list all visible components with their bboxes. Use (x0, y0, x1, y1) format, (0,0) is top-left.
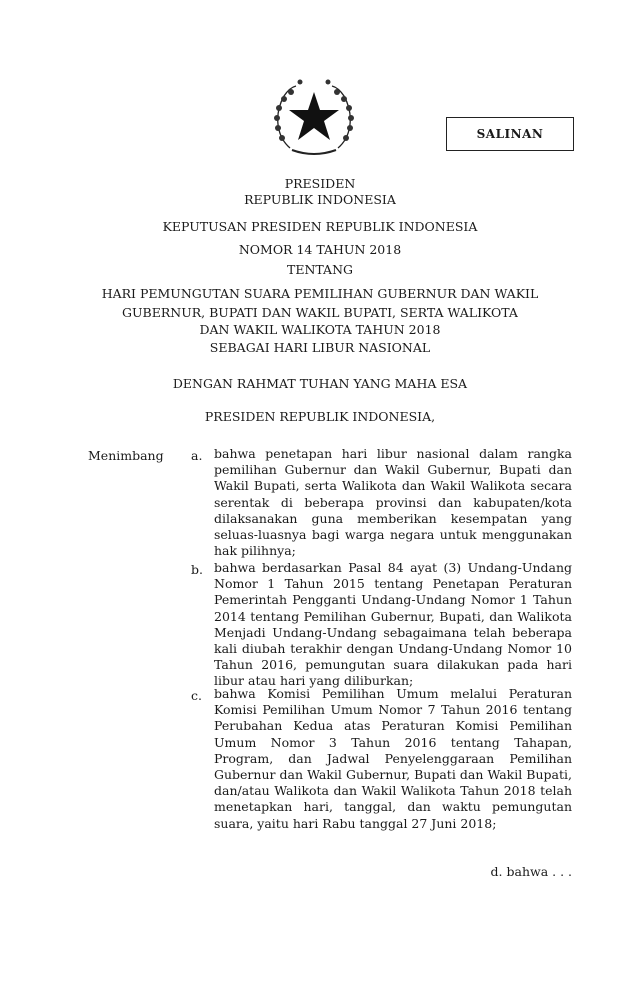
considering-item-c-marker: c. (191, 688, 202, 703)
issuer-line: PRESIDEN REPUBLIK INDONESIA, (204, 409, 436, 424)
decree-subject-line-2: GUBERNUR, BUPATI DAN WAKIL BUPATI, SERTA WALIKOTA (122, 305, 518, 320)
considering-item-c-text: bahwa Komisi Pemilihan Umum melalui Peraturan Komisi Pemilihan Umum Nomor 7 Tahun 2016 tentang Perubahan Kedua atas Peraturan Komisi Pemilihan Umum Nomor 3 Tahun 2016 tentang Tahapan, Program, dan Jadwal Penyelenggaraan Pemilihan Gubernur dan Wakil Gubernur, Bupati dan Wakil Bupati, dan/atau Walikota dan Wakil Walikota Tahun 2018 telah menetapkan hari, tanggal, dan waktu pemungutan suara, yaitu hari Rabu tanggal 27 Juni 2018; (214, 686, 572, 831)
considering-item-b-text: bahwa berdasarkan Pasal 84 ayat (3) Undang-Undang Nomor 1 Tahun 2015 tentang Penetapan Peraturan Pemerintah Pengganti Undang-Undang Nomor 1 Tahun 2014 tentang Pemilihan Gubernur, Bupati, dan Walikota Menjadi Undang-Undang sebagaimana telah beberapa kali diubah terakhir dengan Undang-Undang Nomor 10 Tahun 2016, pemungutan suara dilakukan pada hari libur atau hari yang diliburkan; (214, 560, 572, 689)
decree-number: NOMOR 14 TAHUN 2018 (238, 242, 402, 257)
page-continuation: d. bahwa . . . (490, 864, 572, 879)
garuda-star-emblem-icon (270, 78, 358, 158)
considering-item-a-marker: a. (191, 448, 203, 463)
decree-subject-line-1: HARI PEMUNGUTAN SUARA PEMILIHAN GUBERNUR DAN WAKIL (101, 286, 539, 301)
considering-label: Menimbang (88, 448, 164, 463)
decree-subject-line-4: SEBAGAI HARI LIBUR NASIONAL (209, 340, 431, 355)
copy-stamp-label: SALINAN (476, 127, 544, 141)
decree-about: TENTANG (286, 262, 353, 277)
considering-item-b-marker: b. (191, 562, 203, 577)
header-republic: REPUBLIK INDONESIA (244, 192, 396, 207)
considering-item-a-text: bahwa penetapan hari libur nasional dalam rangka pemilihan Gubernur dan Wakil Gubernur, Bupati dan Wakil Bupati, serta Walikota dan Wakil Walikota secara serentak di beberapa provinsi dan kabupaten/kota dilaksanakan guna memberikan kesempatan yang seluas-luasnya bagi warga negara untuk menggunakan hak pilihnya; (214, 446, 572, 559)
copy-stamp-box (446, 117, 574, 151)
header-president: PRESIDEN (284, 176, 356, 191)
blessing-line: DENGAN RAHMAT TUHAN YANG MAHA ESA (172, 376, 468, 391)
decree-subject-line-3: DAN WAKIL WALIKOTA TAHUN 2018 (199, 322, 441, 337)
decree-title: KEPUTUSAN PRESIDEN REPUBLIK INDONESIA (162, 219, 478, 234)
